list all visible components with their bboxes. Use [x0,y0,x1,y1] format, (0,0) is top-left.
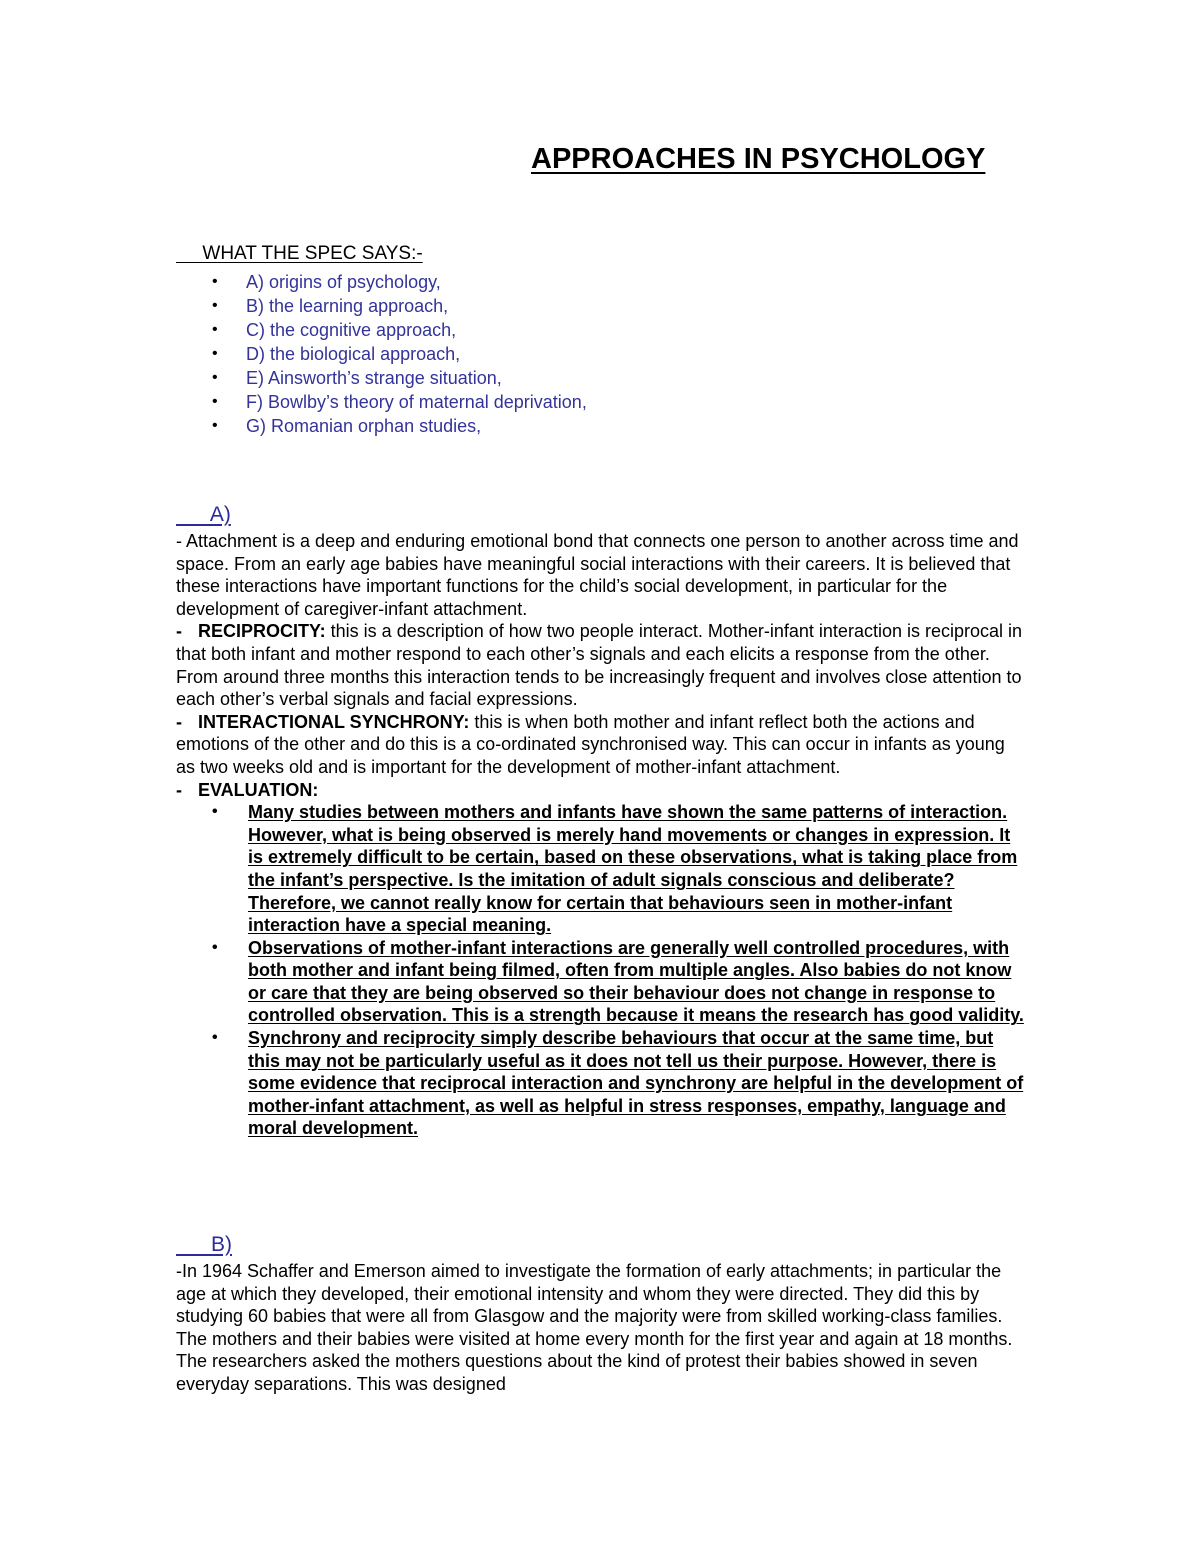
evaluation-heading [176,779,1026,802]
bullet-icon: • [212,417,218,434]
bullet-icon: • [212,297,218,314]
spec-item-text: G) Romanian orphan studies, [246,416,482,436]
spec-item-text: C) the cognitive approach, [246,320,457,340]
spec-item [176,414,587,438]
reciprocity-paragraph [176,620,1026,710]
spec-item [176,270,587,294]
section-a-heading: A) [176,503,231,526]
section-a-body [176,530,1026,1140]
evaluation-list [176,801,1026,1140]
spec-item-text: B) the learning approach, [246,296,449,316]
spec-item-text: F) Bowlby’s theory of maternal deprivation, [246,392,587,412]
spec-list [176,270,587,438]
bullet-icon: • [212,345,218,362]
spec-item [176,318,587,342]
evaluation-point [176,801,1028,937]
reciprocity-dash: - [176,621,182,642]
section-b-heading: B) [176,1233,233,1256]
section-b-body [176,1260,1026,1396]
bullet-icon: • [212,369,218,386]
synchrony-term: INTERACTIONAL SYNCHRONY: [198,711,470,732]
evaluation-point [176,937,1028,1027]
evaluation-point-text: Many studies between mothers and infants have shown the same patterns of interaction. However, what is being observed is merely hand movements or changes in expression. It is extremely difficult to be certain, based on these observations, what is taking place from the infant’s perspective. Is the imitation of adult signals conscious and deliberate? Therefore, we cannot really know for certain that behaviours seen in mother-infant interaction have a special meaning. [248,802,1018,936]
section-a-intro: - Attachment is a deep and enduring emotional bond that connects one person to another across time and space. From an early age babies have meaningful social interactions with their careers. It is believed that these interactions have important functions for the child’s social development, in particular for the development of caregiver-infant attachment. [176,531,1019,619]
synchrony-text: this is when both mother and infant reflect both the actions and emotions of the other and do this is a co-ordinated synchronised way. This can occur in infants as young as two weeks old and is important for the development of mother-infant attachment. [176,711,1005,777]
spec-item [176,342,587,366]
spec-item [176,294,587,318]
evaluation-term: EVALUATION: [198,779,319,800]
spec-item-text: E) Ainsworth’s strange situation, [246,368,502,388]
spec-item [176,366,587,390]
reciprocity-term: RECIPROCITY: [198,621,326,642]
reciprocity-text: this is a description of how two people interact. Mother-infant interaction is reciprocal in that both infant and mother respond to each other’s signals and each elicits a response from the other. From around three months this interaction tends to be increasingly frequent and involves close attention to each other’s verbal signals and facial expressions. [176,621,1023,710]
document-title: APPROACHES IN PSYCHOLOGY [531,143,986,175]
bullet-icon: • [212,938,218,956]
evaluation-dash: - [176,779,182,800]
bullet-icon: • [212,321,218,338]
synchrony-paragraph [176,711,1026,779]
evaluation-point-text: Observations of mother-infant interactions are generally well controlled procedures, with both mother and infant being filmed, often from multiple angles. Also babies do not know or care that they are being observed so their behaviour does not change in response to controlled observation. This is a strength because it means the research has good validity. [248,937,1024,1026]
bullet-icon: • [212,393,218,410]
bullet-icon: • [212,803,218,821]
evaluation-point-text: Synchrony and reciprocity simply describe behaviours that occur at the same time, but this may not be particularly useful as it does not tell us their purpose. However, there is some evidence that reciprocal interaction and synchrony are helpful in the development of mother-infant attachment, as well as helpful in stress responses, empathy, language and moral development. [248,1028,1024,1139]
spec-item-text: D) the biological approach, [246,344,461,364]
bullet-icon: • [212,273,218,290]
evaluation-point [176,1027,1028,1140]
synchrony-dash: - [176,711,182,732]
section-b-intro: -In 1964 Schaffer and Emerson aimed to investigate the formation of early attachments; in particular the age at which they developed, their emotional intensity and whom they were directed. They did this by studying 60 babies that were all from Glasgow and the majority were from skilled working-class families. The mothers and their babies were visited at home every month for the first year and again at 18 months. The researchers asked the mothers questions about the kind of protest their babies showed in seven everyday separations. This was designed [176,1261,1013,1394]
spec-heading: WHAT THE SPEC SAYS:- [176,243,423,264]
bullet-icon: • [212,1029,218,1047]
spec-item [176,390,587,414]
spec-item-text: A) origins of psychology, [246,272,441,292]
